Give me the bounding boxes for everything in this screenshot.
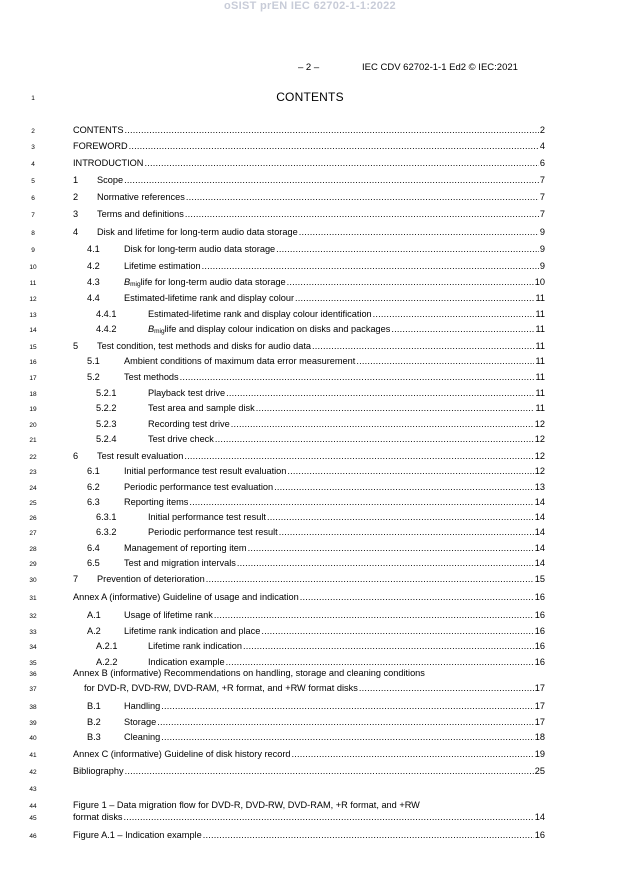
- toc-entry[interactable]: [73, 830, 545, 843]
- toc-leader-dots: [391, 324, 534, 334]
- toc-leader-dots: [124, 175, 539, 185]
- toc-title: Test and migration intervals: [124, 558, 236, 568]
- toc-title: Cleaning: [124, 732, 161, 742]
- toc-title: Annex B (informative) Recommendations on handling, storage and cleaning conditions: [73, 668, 425, 678]
- toc-leader-dots: [203, 830, 534, 840]
- toc-page-number: 11: [535, 356, 545, 366]
- line-number: 34: [29, 644, 37, 651]
- toc-title: Annex C (informative) Guideline of disk history record: [73, 749, 291, 759]
- line-number: 10: [29, 264, 37, 271]
- toc-title: CONTENTS: [73, 125, 124, 135]
- toc-leader-dots: [129, 141, 539, 151]
- toc-leader-dots: [231, 419, 534, 429]
- line-number: 1: [31, 95, 35, 102]
- toc-number: 6.3: [87, 497, 100, 507]
- toc-entry[interactable]: [73, 209, 545, 222]
- toc-page-number: 13: [534, 482, 545, 492]
- toc-leader-dots: [274, 482, 534, 492]
- toc-title: Figure A.1 – Indication example: [73, 830, 202, 840]
- line-number: 15: [29, 344, 37, 351]
- line-number: 6: [31, 195, 35, 202]
- toc-leader-dots: [295, 293, 534, 303]
- toc-page-number: 16: [534, 626, 545, 636]
- toc-title: Test methods: [124, 372, 179, 382]
- toc-leader-dots: [287, 466, 533, 476]
- line-number: 16: [29, 359, 37, 366]
- toc-page-number: 18: [534, 732, 545, 742]
- line-number: 43: [29, 786, 37, 793]
- toc-entry[interactable]: [87, 482, 545, 495]
- line-number: 41: [29, 752, 37, 759]
- line-number: 44: [29, 803, 37, 810]
- toc-leader-dots: [267, 512, 534, 522]
- toc-page-number: 6: [539, 158, 545, 168]
- line-number: 27: [29, 530, 37, 537]
- toc-entry[interactable]: [73, 766, 545, 779]
- toc-entry[interactable]: [87, 244, 545, 257]
- line-number: 17: [29, 375, 37, 382]
- toc-number: 6.3.1: [96, 512, 117, 522]
- toc-title: Lifetime rank indication and place: [124, 626, 261, 636]
- toc-title: Handling: [124, 701, 161, 711]
- line-number: 28: [29, 546, 37, 553]
- toc-number: 6.4: [87, 543, 100, 553]
- toc-page-number: 7: [539, 209, 545, 219]
- toc-number: 4.2: [87, 261, 100, 271]
- toc-title: Figure 1 – Data migration flow for DVD-R, DVD-RW, DVD-RAM, +R format, and +RW: [73, 800, 420, 810]
- toc-title-symbol: Bmig: [148, 324, 165, 335]
- line-number: 22: [29, 454, 37, 461]
- toc-number: 4.1: [87, 244, 100, 254]
- line-number: 12: [29, 296, 37, 303]
- toc-title: INTRODUCTION: [73, 158, 144, 168]
- toc-leader-dots: [124, 812, 534, 822]
- toc-title: Estimated-lifetime rank and display colour identification: [148, 309, 372, 319]
- line-number: 26: [29, 515, 37, 522]
- line-number: 35: [29, 660, 37, 667]
- line-number: 31: [29, 595, 37, 602]
- line-number: 30: [29, 577, 37, 584]
- toc-title: Playback test drive: [148, 388, 226, 398]
- toc-number: A.2.2: [96, 657, 118, 667]
- toc-entry[interactable]: [96, 309, 545, 322]
- toc-title: Initial performance test result evaluation: [124, 466, 287, 476]
- toc-page-number: 14: [534, 543, 545, 553]
- line-number: 18: [29, 391, 37, 398]
- line-number: 8: [31, 230, 35, 237]
- line-number: 32: [29, 613, 37, 620]
- toc-leader-dots: [359, 683, 534, 693]
- toc-number: 4.4.2: [96, 324, 117, 334]
- toc-title: FOREWORD: [73, 141, 128, 151]
- toc-title: Periodic performance test evaluation: [124, 482, 274, 492]
- toc-title: Storage: [124, 717, 157, 727]
- toc-entry[interactable]: [73, 668, 545, 681]
- toc-number: 6.3.2: [96, 527, 117, 537]
- toc-entry[interactable]: [87, 732, 545, 745]
- toc-leader-dots: [299, 227, 539, 237]
- toc-page-number: 14: [534, 512, 545, 522]
- toc-title: format disks: [73, 812, 123, 822]
- toc-title: Prevention of deterioration: [97, 574, 205, 584]
- toc-entry[interactable]: [87, 701, 545, 714]
- page-number-header: – 2 –: [298, 62, 320, 73]
- toc-title: Initial performance test result: [148, 512, 266, 522]
- toc-page-number: 9: [539, 244, 545, 254]
- toc-page-number: 14: [534, 812, 545, 822]
- line-number: 40: [29, 735, 37, 742]
- toc-title: Lifetime estimation: [124, 261, 201, 271]
- toc-number: 6.1: [87, 466, 100, 476]
- toc-entry[interactable]: [96, 419, 545, 432]
- toc-entry[interactable]: [87, 466, 545, 479]
- toc-title: Recording test drive: [148, 419, 230, 429]
- line-number: 45: [29, 815, 37, 822]
- toc-number: 2: [73, 192, 79, 202]
- toc-page-number: 11: [535, 403, 545, 413]
- line-number: 25: [29, 500, 37, 507]
- toc-leader-dots: [157, 717, 534, 727]
- toc-title: Management of reporting item: [124, 543, 247, 553]
- toc-title: Indication example: [148, 657, 225, 667]
- toc-title: Test result evaluation: [97, 451, 184, 461]
- toc-title: Lifetime rank indication: [148, 641, 242, 651]
- toc-page-number: 12: [534, 451, 545, 461]
- toc-page-number: 11: [535, 324, 545, 334]
- line-number: 24: [29, 485, 37, 492]
- toc-title: Periodic performance test result: [148, 527, 278, 537]
- toc-page-number: 14: [534, 497, 545, 507]
- line-number: 39: [29, 720, 37, 727]
- toc-number: 4.4.1: [96, 309, 117, 319]
- line-number: 42: [29, 769, 37, 776]
- toc-page-number: 11: [535, 309, 545, 319]
- toc-leader-dots: [125, 125, 539, 135]
- toc-title: Annex A (informative) Guideline of usage and indication: [73, 592, 299, 602]
- line-number: 14: [29, 327, 37, 334]
- toc-entry[interactable]: [87, 610, 545, 623]
- toc-leader-dots: [125, 766, 534, 776]
- toc-number: 5.2.2: [96, 403, 117, 413]
- toc-page-number: 2: [539, 125, 545, 135]
- line-number: 46: [29, 833, 37, 840]
- toc-number: B.2: [87, 717, 101, 727]
- toc-page-number: 16: [534, 657, 545, 667]
- toc-entry[interactable]: [73, 192, 545, 205]
- toc-leader-dots: [237, 558, 534, 568]
- line-number: 5: [31, 178, 35, 185]
- toc-leader-dots: [276, 244, 539, 254]
- toc-entry[interactable]: [73, 175, 545, 188]
- toc-leader-dots: [206, 574, 534, 584]
- toc-number: 5.2.3: [96, 419, 117, 429]
- toc-title: Reporting items: [124, 497, 189, 507]
- toc-number: 5.2.4: [96, 434, 117, 444]
- toc-page-number: 25: [534, 766, 545, 776]
- toc-page-number: 16: [534, 610, 545, 620]
- toc-page-number: 7: [539, 175, 545, 185]
- toc-number: 5.2: [87, 372, 100, 382]
- line-number: 36: [29, 671, 37, 678]
- toc-title: Disk and lifetime for long-term audio data storage: [97, 227, 298, 237]
- toc-entry[interactable]: [87, 293, 545, 306]
- toc-page-number: 10: [534, 277, 545, 287]
- line-number: 29: [29, 561, 37, 568]
- line-number: 7: [31, 212, 35, 219]
- toc-entry[interactable]: [87, 558, 545, 571]
- toc-number: 4.4: [87, 293, 100, 303]
- toc-entry[interactable]: [73, 158, 545, 171]
- toc-entry[interactable]: [84, 683, 545, 696]
- toc-title: Bibliography: [73, 766, 124, 776]
- toc-title-subscript: mig: [154, 328, 165, 335]
- toc-title: Scope: [97, 175, 124, 185]
- toc-title-subscript: mig: [130, 281, 141, 288]
- toc-entry[interactable]: [96, 403, 545, 416]
- toc-page-number: 12: [534, 434, 545, 444]
- toc-page-number: 11: [535, 388, 545, 398]
- toc-leader-dots: [186, 192, 539, 202]
- toc-page-number: 11: [535, 372, 545, 382]
- toc-number: 6: [73, 451, 79, 461]
- line-number: 4: [31, 161, 35, 168]
- toc-number: 5.1: [87, 356, 100, 366]
- toc-entry[interactable]: [87, 356, 545, 369]
- toc-leader-dots: [184, 451, 533, 461]
- toc-leader-dots: [180, 372, 535, 382]
- toc-page-number: 11: [535, 293, 545, 303]
- toc-page-number: 16: [534, 830, 545, 840]
- toc-entry[interactable]: [73, 574, 545, 587]
- page-title: CONTENTS: [276, 90, 344, 104]
- toc-leader-dots: [189, 497, 533, 507]
- toc-leader-dots: [226, 388, 534, 398]
- toc-page-number: 9: [539, 261, 545, 271]
- toc-title: Test condition, test methods and disks for audio data: [97, 341, 311, 351]
- toc-title: Bmiglife and display colour indication on disks and packages: [148, 324, 391, 335]
- toc-leader-dots: [214, 610, 534, 620]
- toc-page-number: 19: [534, 749, 545, 759]
- toc-title: Terms and definitions: [97, 209, 184, 219]
- toc-leader-dots: [185, 209, 539, 219]
- line-number: 20: [29, 422, 37, 429]
- toc-leader-dots: [161, 732, 534, 742]
- toc-entry[interactable]: [73, 125, 545, 138]
- toc-page-number: 4: [539, 141, 545, 151]
- toc-page-number: 9: [539, 227, 545, 237]
- toc-leader-dots: [202, 261, 539, 271]
- toc-entry[interactable]: [87, 372, 545, 385]
- toc-entry[interactable]: [73, 592, 545, 605]
- toc-leader-dots: [226, 657, 534, 667]
- toc-entry[interactable]: [87, 277, 545, 290]
- toc-entry[interactable]: [96, 512, 545, 525]
- toc-leader-dots: [312, 341, 534, 351]
- toc-entry[interactable]: [96, 527, 545, 540]
- toc-entry[interactable]: [87, 543, 545, 556]
- toc-number: 3: [73, 209, 79, 219]
- toc-number: 4.3: [87, 277, 100, 287]
- toc-title: Bmiglife for long-term audio data storage: [124, 277, 286, 288]
- toc-entry[interactable]: [96, 388, 545, 401]
- toc-leader-dots: [256, 403, 535, 413]
- toc-number: A.1: [87, 610, 101, 620]
- toc-title: Disk for long-term audio data storage: [124, 244, 276, 254]
- toc-title: Normative references: [97, 192, 185, 202]
- toc-number: 7: [73, 574, 79, 584]
- toc-entry[interactable]: [73, 749, 545, 762]
- toc-title: for DVD-R, DVD-RW, DVD-RAM, +R format, and +RW format disks: [84, 683, 358, 693]
- line-number: 38: [29, 704, 37, 711]
- toc-title: Ambient conditions of maximum data error measurement: [124, 356, 356, 366]
- toc-page-number: 17: [534, 717, 545, 727]
- toc-number: 5: [73, 341, 79, 351]
- toc-entry[interactable]: [87, 497, 545, 510]
- toc-leader-dots: [287, 277, 534, 287]
- toc-entry[interactable]: [96, 324, 545, 337]
- toc-page-number: 12: [534, 419, 545, 429]
- toc-title: Test drive check: [148, 434, 214, 444]
- toc-page-number: 15: [534, 574, 545, 584]
- toc-entry[interactable]: [87, 717, 545, 730]
- toc-page-number: 17: [534, 683, 545, 693]
- toc-number: B.1: [87, 701, 101, 711]
- toc-page-number: 11: [535, 341, 545, 351]
- toc-title: Test area and sample disk: [148, 403, 255, 413]
- line-number: 2: [31, 128, 35, 135]
- toc-leader-dots: [300, 592, 534, 602]
- toc-leader-dots: [248, 543, 534, 553]
- toc-number: 1: [73, 175, 79, 185]
- toc-number: B.3: [87, 732, 101, 742]
- toc-number: A.2.1: [96, 641, 118, 651]
- document-id-header: IEC CDV 62702-1-1 Ed2 © IEC:2021: [362, 62, 518, 73]
- toc-entry[interactable]: [73, 227, 545, 240]
- toc-leader-dots: [261, 626, 533, 636]
- line-number: 3: [31, 144, 35, 151]
- line-number: 9: [31, 247, 35, 254]
- toc-number: 5.2.1: [96, 388, 117, 398]
- toc-entry[interactable]: [87, 261, 545, 274]
- toc-leader-dots: [161, 701, 534, 711]
- toc-page-number: 14: [534, 558, 545, 568]
- line-number: 19: [29, 406, 37, 413]
- toc-entry[interactable]: [73, 451, 545, 464]
- toc-page-number: 7: [539, 192, 545, 202]
- toc-page-number: 16: [534, 592, 545, 602]
- toc-leader-dots: [292, 749, 534, 759]
- line-number: 23: [29, 469, 37, 476]
- line-number: 13: [29, 312, 37, 319]
- line-number: 21: [29, 437, 37, 444]
- toc-page-number: 16: [534, 641, 545, 651]
- toc-number: 4: [73, 227, 79, 237]
- toc-entry[interactable]: [96, 434, 545, 447]
- toc-entry[interactable]: [73, 141, 545, 154]
- toc-entry[interactable]: [73, 812, 545, 825]
- toc-leader-dots: [279, 527, 534, 537]
- toc-entry[interactable]: [96, 641, 545, 654]
- toc-page-number: 17: [534, 701, 545, 711]
- toc-number: 6.5: [87, 558, 100, 568]
- toc-page-number: 14: [534, 527, 545, 537]
- line-number: 37: [29, 686, 37, 693]
- watermark: oSIST prEN IEC 62702-1-1:2022: [224, 0, 396, 12]
- toc-page-number: 12: [534, 466, 545, 476]
- toc-title-symbol: Bmig: [124, 277, 141, 288]
- toc-leader-dots: [243, 641, 534, 651]
- toc-title: Usage of lifetime rank: [124, 610, 213, 620]
- toc-leader-dots: [215, 434, 534, 444]
- toc-entry[interactable]: [73, 341, 545, 354]
- toc-entry[interactable]: [87, 626, 545, 639]
- toc-leader-dots: [356, 356, 534, 366]
- toc-number: 6.2: [87, 482, 100, 492]
- line-number: 11: [29, 280, 37, 287]
- toc-leader-dots: [144, 158, 538, 168]
- toc-number: A.2: [87, 626, 101, 636]
- toc-leader-dots: [373, 309, 535, 319]
- line-number: 33: [29, 629, 37, 636]
- toc-title: Estimated-lifetime rank and display colour: [124, 293, 295, 303]
